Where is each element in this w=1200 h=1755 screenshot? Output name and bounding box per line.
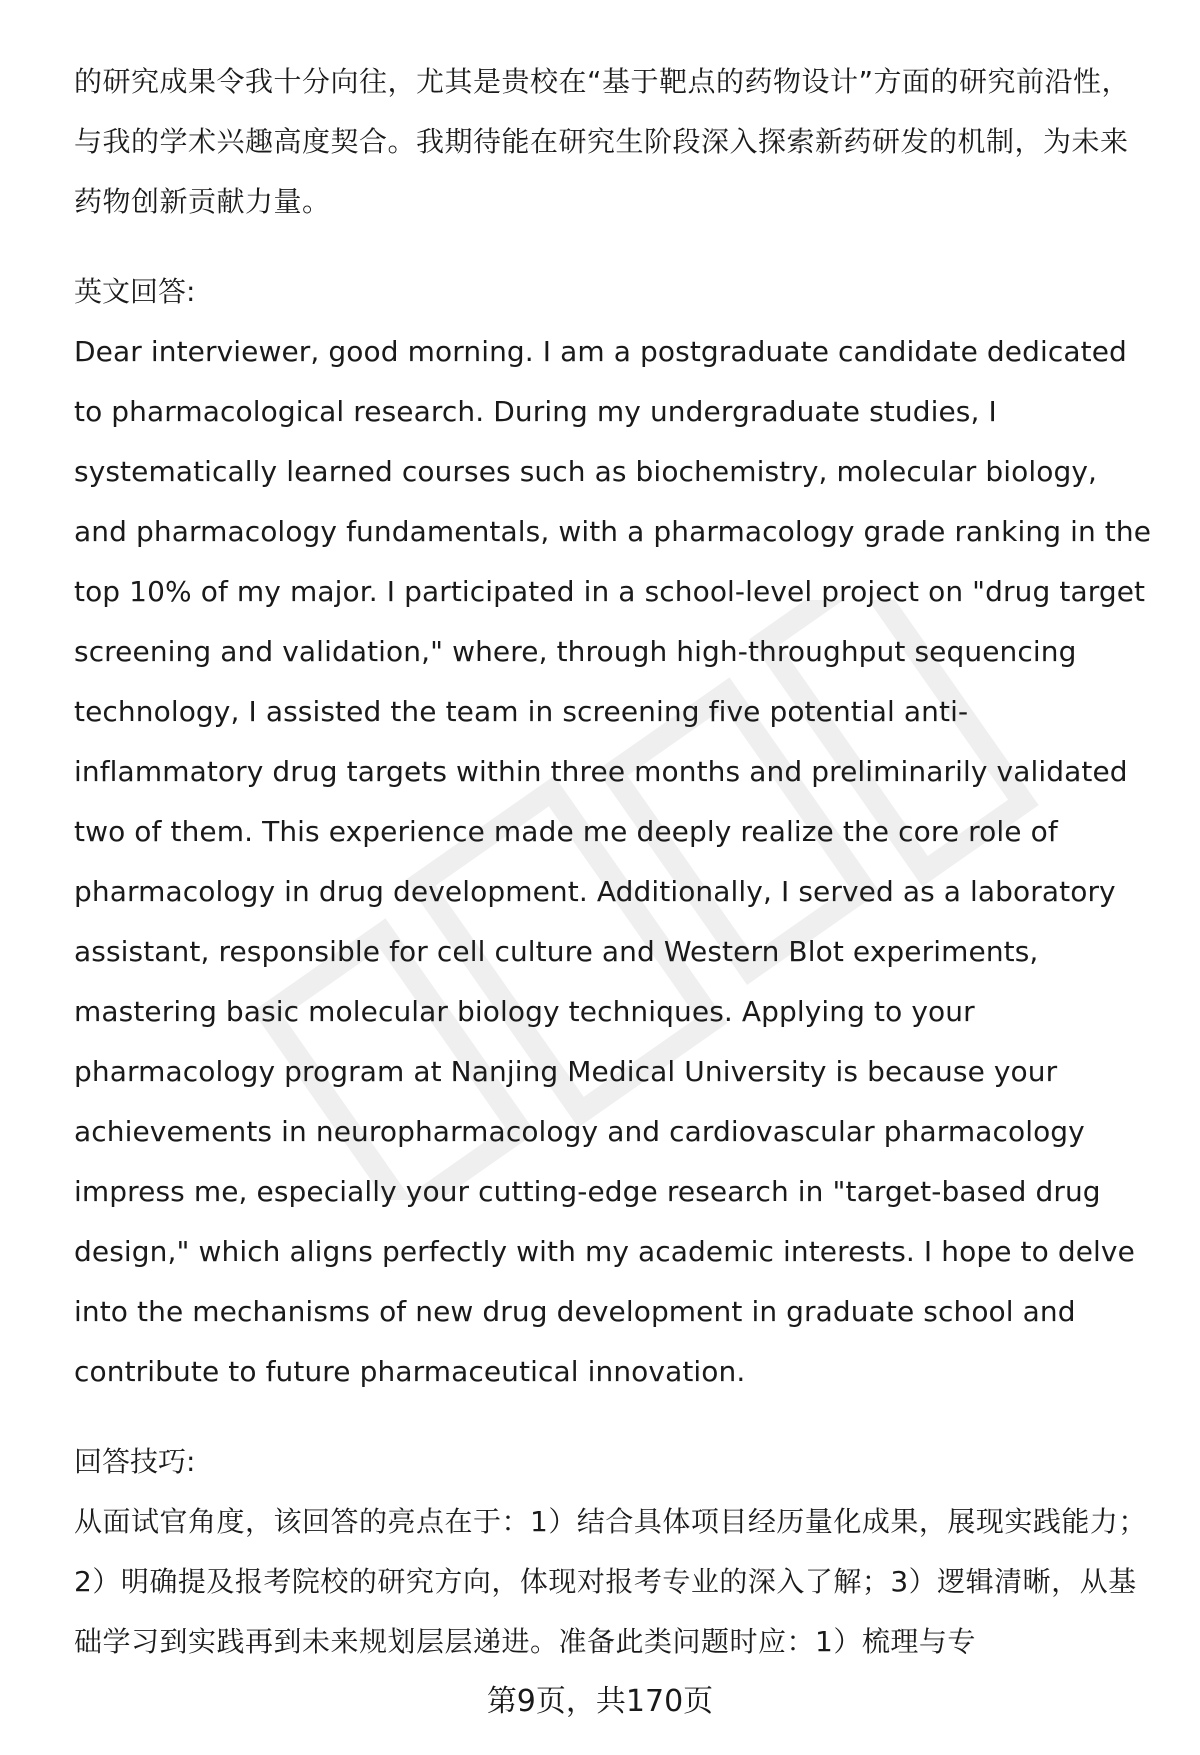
tips-heading: 回答技巧: xyxy=(74,1445,196,1478)
paragraph-spacer xyxy=(74,1402,1154,1432)
english-answer-heading: 英文回答: xyxy=(74,275,196,308)
intro-paragraph: 的研究成果令我十分向往，尤其是贵校在“基于靶点的药物设计”方面的研究前沿性，与我的学术兴趣高度契合。我期待能在研究生阶段深入探索新药研发的机制，为未来药物创新贡献力量。 xyxy=(74,65,1131,218)
tips-paragraph: 从面试官角度，该回答的亮点在于：1）结合具体项目经历量化成果，展现实践能力；2）明确提及报考院校的研究方向，体现对报考专业的深入了解；3）逻辑清晰，从基础学习到实践再到未来规划层层递进。准备此类问题时应：1）梳理与专 xyxy=(74,1505,1147,1658)
page-number-footer: 第9页，共170页 xyxy=(486,1684,714,1719)
paragraph-spacer xyxy=(74,232,1154,262)
english-answer-paragraph: Dear interviewer, good morning. I am a postgraduate candidate dedicated to pharmacological research. During my undergraduate studies, I systematically learned courses such as biochemistry, molecular biology, and pharmacology fundamentals, with a pharmacology grade ranking in the top 10% of my major. I participated in a school-level project on "drug target screening and validation," where, through high-throughput sequencing technology, I assisted the team in screening five potential anti-inflammatory drug targets within three months and preliminarily validated two of them. This experience made me deeply realize the core role of pharmacology in drug development. Additionally, I served as a laboratory assistant, responsible for cell culture and Western Blot experiments, mastering basic molecular biology techniques. Applying to your pharmacology program at Nanjing Medical University is because your achievements in neuropharmacology and cardiovascular pharmacology impress me, especially your cutting-edge research in "target-based drug design," which aligns perfectly with my academic interests. I hope to delve into the mechanisms of new drug development in graduate school and contribute to future pharmaceutical innovation. xyxy=(74,335,1152,1388)
document-body xyxy=(74,52,1154,1672)
